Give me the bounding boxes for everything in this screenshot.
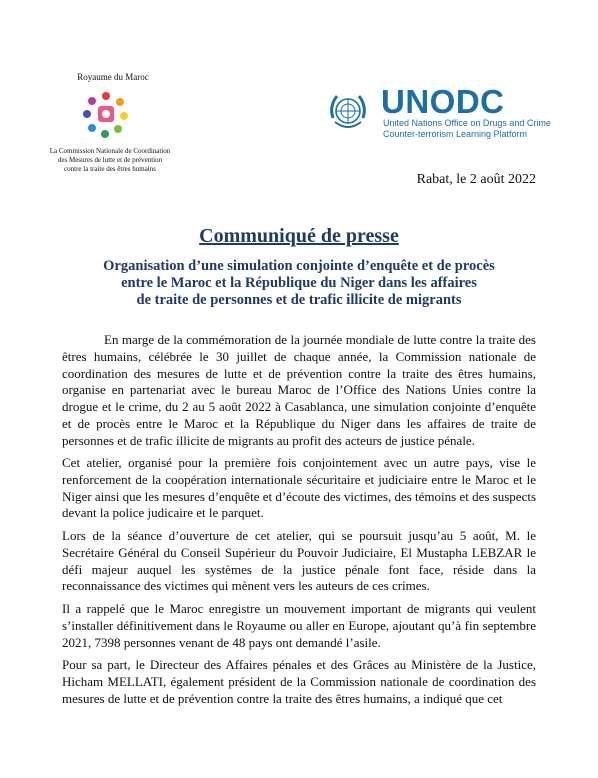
subject-line: Organisation d’une simulation conjointe d’enquête et de procès xyxy=(103,258,495,274)
body-paragraph: Pour sa part, le Directeur des Affaires pénales et des Grâces au Ministère de la Justice, Hicham MELLATI, également président de la Commission nationale de coordination des mesures de lutte et de prévention contre la traite des êtres humains, a indiqué que cet xyxy=(62,657,536,706)
kingdom-label: Royaume du Maroc xyxy=(77,72,149,82)
subject-title xyxy=(80,258,518,309)
unodc-subtitle-line: United Nations Office on Drugs and Crime xyxy=(383,118,551,128)
press-release-heading: Communiqué de presse xyxy=(199,225,399,247)
commission-line: contre la traite des êtres humains xyxy=(64,165,156,173)
commission-people-circle-icon xyxy=(80,88,132,140)
un-emblem-icon xyxy=(325,88,371,134)
commission-name xyxy=(30,147,190,174)
body-paragraph: En marge de la commémoration de la journée mondiale de lutte contre la traite des êtres humains, célébrée le 30 juillet de chaque année, la Commission nationale de coordination des mesures de lutte et de prévention contre la traite des êtres humains, organise en partenariat avec le bureau Maroc de l’Office des Nations Unies contre la drogue et le crime, du 2 au 5 août 2022 à Casablanca, une simulation conjointe d’enquête et de procès entre le Maroc et la République du Niger dans les affaires de traite de personnes et de trafic illicite de migrants au profit des acteurs de justice pénale. xyxy=(62,332,536,448)
commission-line: La Commission Nationale de Coordination xyxy=(49,147,171,155)
subject-line: entre le Maroc et la République du Niger dans les affaires xyxy=(121,275,477,291)
subject-line: de traite de personnes et de trafic illicite de migrants xyxy=(136,292,462,308)
body-paragraph: Lors de la séance d’ouverture de cet atelier, qui se poursuit jusqu’au 5 août, M. le Secrétaire Général du Conseil Supérieur du Pouvoir Judiciaire, El Mustapha LEBZAR le défi majeur auquel les systèmes de la justice pénale font face, réside dans la reconnaissance des victimes qui mènent vers les auteurs de ces crimes. xyxy=(62,528,536,594)
unodc-subtitle-line: Counter-terrorism Learning Platform xyxy=(383,129,528,139)
body-paragraph: Il a rappelé que le Maroc enregistre un mouvement important de migrants qui veulent s’installer définitivement dans le Royaume ou aller en Europe, ajoutant qu’à fin septembre 2021, 7398 personnes venant de 48 pays ont demandé l’asile. xyxy=(62,601,536,650)
body-paragraph: Cet atelier, organisé pour la première fois conjointement avec un autre pays, vise le renforcement de la coopération internationale sécuritaire et judiciaire entre le Maroc et le Niger ainsi que les mesures d’enquête et d’écoute des victimes, des témoins et des suspects devant la police judicaire et le parquet. xyxy=(62,455,537,521)
document-date: Rabat, le 2 août 2022 xyxy=(416,172,536,187)
unodc-title: UNODC xyxy=(381,83,505,120)
commission-line: des Mesures de lutte et de prévention xyxy=(57,156,163,164)
unodc-subtitle xyxy=(383,118,551,140)
